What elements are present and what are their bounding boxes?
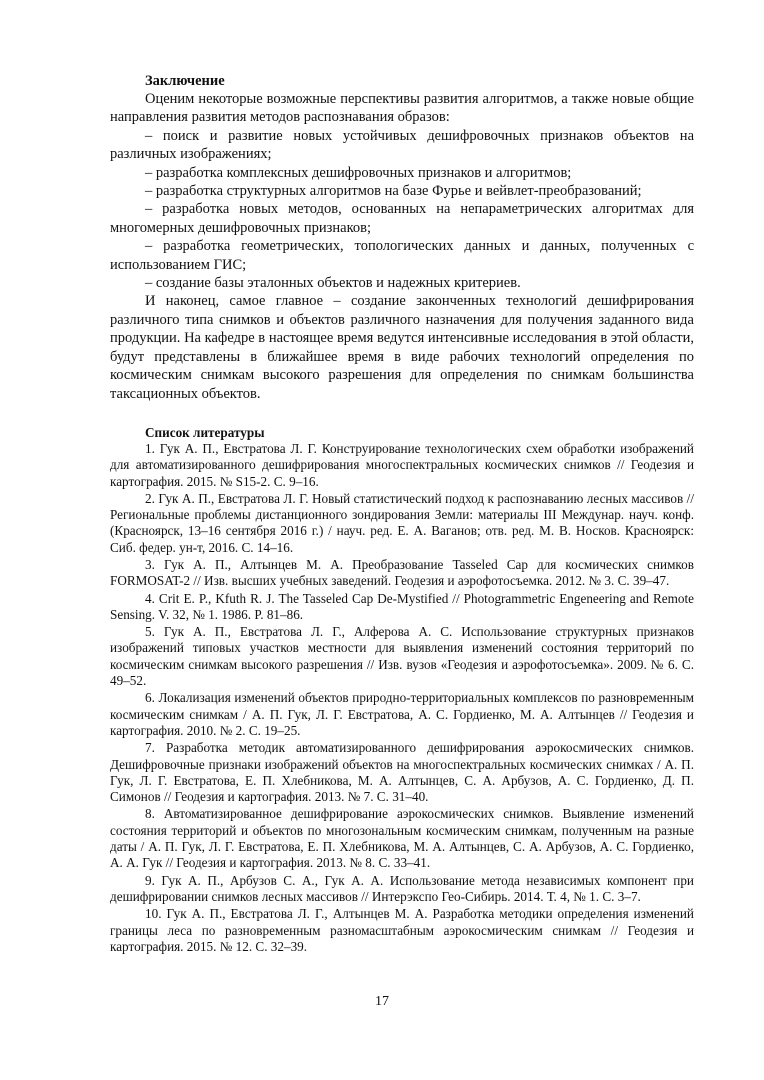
conclusion-item: – разработка структурных алгоритмов на базе Фурье и вейвлет-преобразований; — [145, 183, 642, 200]
reference-item: 4. Crit E. P., Kfuth R. J. The Tasseled Cap De-Mystified // Photogrammetric Engeneering and Remote Sensing. V. 32, № 1. 1986. P. 81–86. — [110, 590, 694, 622]
conclusion-section — [110, 72, 694, 403]
conclusion-item: – разработка комплексных дешифровочных признаков и алгоритмов; — [145, 164, 572, 181]
conclusion-closing: И наконец, самое главное – создание законченных технологий дешифрирования различного типа снимков и объектов различного назначения для получения заданного вида продукции. На кафедре в настоящее время ведутся интенсивные исследования в этой области, будут представлены в ближайшее время в виде рабочих технологий определения по космическим снимкам высокого разрешения для определения по снимкам большинства таксационных объектов. — [110, 293, 694, 402]
references-heading: Список литературы — [145, 424, 265, 440]
conclusion-heading: Заключение — [145, 73, 225, 89]
reference-item: 2. Гук А. П., Евстратова Л. Г. Новый статистический подход к распознаванию лесных массивов // Региональные проблемы дистанционного зондирования Земли: материалы III Междунар. науч. конф. (Красноярск, 13–16 сентября 2016 г.) / науч. ред. Е. А. Ваганов; отв. ред. М. В. Носков. Красноярск: Сиб. федер. ун-т, 2016. С. 14–16. — [110, 490, 694, 555]
references-section — [110, 425, 694, 955]
page-number: 17 — [375, 994, 389, 1009]
conclusion-item: – разработка новых методов, основанных на непараметрических алгоритмах для многомерных дешифровочных признаков; — [110, 201, 694, 236]
conclusion-item: – разработка геометрических, топологических данных и данных, полученных с использованием ГИС; — [110, 238, 694, 273]
reference-item: 1. Гук А. П., Евстратова Л. Г. Конструирование технологических схем обработки изображений для автоматизированного дешифрирования многоспектральных космических снимков // Геодезия и картография. 2015. № S15-2. С. 9–16. — [110, 440, 694, 489]
conclusion-item: – создание базы эталонных объектов и надежных критериев. — [145, 275, 521, 292]
reference-item: 8. Автоматизированное дешифрирование аэрокосмических снимков. Выявление изменений состояния территорий и объектов по многозональным космическим снимкам, полученным на разные даты / А. П. Гук, Л. Г. Евстратова, Е. П. Хлебникова, М. А. Алтынцев, С. А. Арбузов, А. С. Гордиенко, А. А. Гук // Геодезия и картография. 2013. № 8. С. 33–41. — [110, 806, 694, 871]
reference-item: 6. Локализация изменений объектов природно-территориальных комплексов по разновременным космическим снимкам / А. П. Гук, Л. Г. Евстратова, А. С. Гордиенко, М. А. Алтынцев // Геодезия и картография. 2010. № 2. С. 19–25. — [110, 690, 694, 738]
page-body — [110, 72, 694, 956]
reference-item: 3. Гук А. П., Алтынцев М. А. Преобразование Tasseled Cap для космических снимков FORMOSAT-2 // Изв. высших учебных заведений. Геодезия и аэрофотосъемка. 2012. № 3. С. 39–47. — [110, 556, 694, 589]
conclusion-item: – поиск и развитие новых устойчивых дешифровочных признаков объектов на различных изображениях; — [110, 127, 694, 163]
reference-item: 5. Гук А. П., Евстратова Л. Г., Алферова А. С. Использование структурных признаков изображений типовых участков местности для выявления изменений состояния территорий по космическим снимкам высокого разрешения // Изв. вузов «Геодезия и аэрофотосъемка». 2009. № 6. С. 49–52. — [110, 624, 694, 689]
conclusion-intro: Оценим некоторые возможные перспективы развития алгоритмов, а также новые общие направления развития методов распознавания образов: — [110, 91, 694, 126]
reference-item: 9. Гук А. П., Арбузов С. А., Гук А. А. Использование метода независимых компонент при дешифрировании снимков лесных массивов // Интерэкспо Гео-Сибирь. 2014. Т. 4, № 1. С. 3–7. — [110, 872, 694, 904]
reference-item: 7. Разработка методик автоматизированного дешифрирования аэрокосмических снимков. Дешифровочные признаки изображений объектов на многоспектральных космических снимках / А. П. Гук, Л. Г. Евстратова, Е. П. Хлебникова, М. А. Алтынцев, С. А. Арбузов, А. С. Гордиенко, Д. П. Симонов // Геодезия и картография. 2013. № 7. С. 31–40. — [110, 740, 694, 805]
reference-item: 10. Гук А. П., Евстратова Л. Г., Алтынцев М. А. Разработка методики определения изменений границы леса по разновременным разномасштабным аэрокосмическим снимкам // Геодезия и картография. 2015. № 12. С. 32–39. — [110, 906, 694, 954]
